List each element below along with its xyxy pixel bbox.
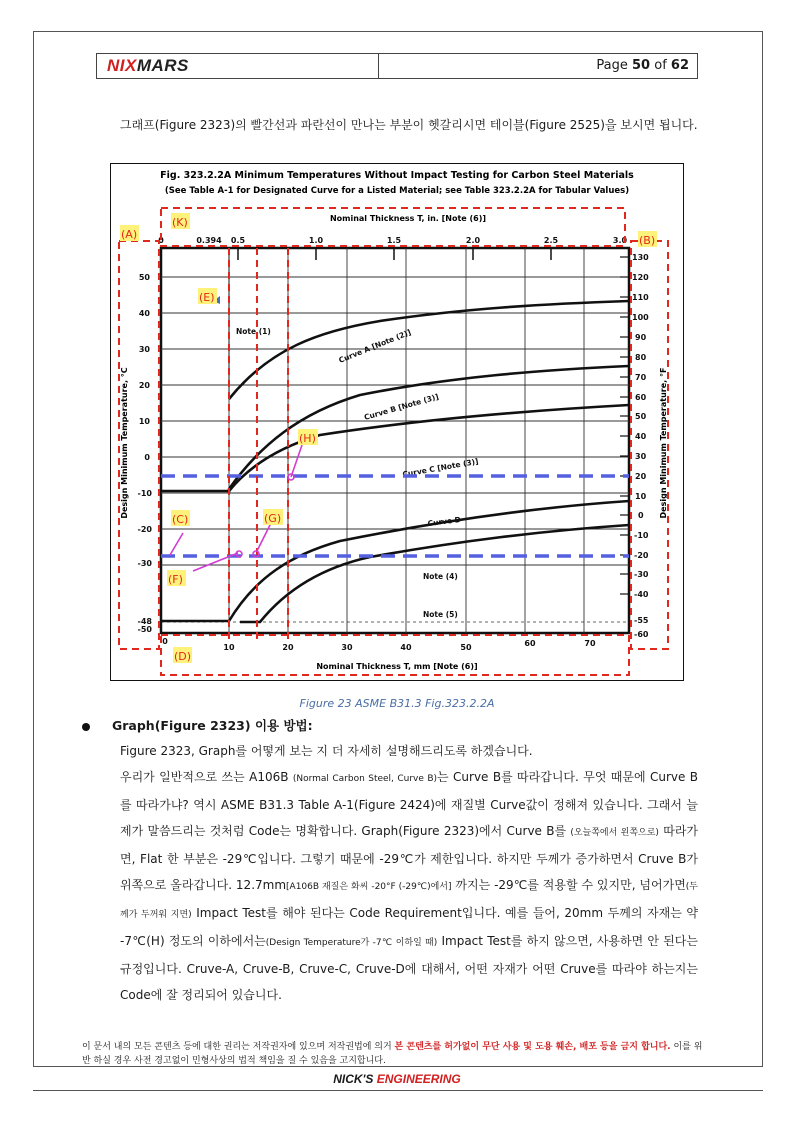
curve-a-label: Curve A [Note (2)] [337, 327, 413, 365]
right-tick: -30 [634, 570, 649, 579]
curve-d-label: Curve D [427, 514, 462, 528]
footer-rule [33, 1090, 763, 1091]
marker-k: (K) [172, 216, 188, 229]
top-tick: 0.5 [230, 236, 246, 245]
bottom-tick: 0 [162, 637, 168, 646]
top-tick: 0 [158, 236, 164, 245]
bottom-tick: 40 [400, 643, 412, 652]
right-tick: 0 [638, 511, 644, 520]
note-1: Note (1) [236, 327, 271, 336]
top-tick: 3.0 [612, 236, 628, 245]
copyright-notice: 이 문서 내의 모든 콘텐츠 등에 대한 권리는 저작권자에 있으며 저작권법에 의거 본 콘텐츠를 허가없이 무단 사용 및 도용 훼손, 배포 등을 금지 합니다. 이를 위반 하실 경우 사전 경고없이 민형사상의 법적 책임을 질 수 있음을 고지합니다. [82, 1042, 703, 1066]
body-p2: 우리가 일반적으로 쓰는 A106B (Normal Carbon Steel, Curve B)는 Curve B를 따라갑니다. 무엇 때문에 Curve B를 따라가냐? 역시 ASME B31.3 Table A-1(Figure 2424)에 재질별 Curve값이 정해져 있습니다. 그래서 늘 제가 말씀드리는 것처럼 Code는 명확합니다. Graph(Figure 2323)에서 Curve B를 (오늘쪽에서 왼쪽으로) 따라가면, Flat 한 부분은 -29℃입니다. 그렇기 때문에 -29℃가 제한입니다. 하지만 두께가 증가하면서 Cruve B가 위쪽으로 올라갑니다. 12.7mm[A106B 재질은 화씨 -20°F (-29℃)에서] 까지는 -29℃를 적용할 수 있지만, 넘어가면(두께가 두꺼워 지면) Impact Test를 해야 된다는 Code Requirement입니다. 예를 들어, 20mm 두께의 자재는 약 -7℃(H) 정도의 이하에서는(Design Temperature가 -7℃ 이하일 때) Impact Test를 하지 않으면, 사용하면 안 된다는 규정입니다. Cruve-A, Cruve-B, Cruve-C, Cruve-D에 대해서, 어떤 자재가 어떤 Cruve를 따라야 하는지는 Code에 잘 정리되어 있습니다. [120, 770, 699, 1002]
figure-subtitle: (See Table A-1 for Designated Curve for a Listed Material; see Table 323.2.2A for Tabular Values) [164, 186, 630, 196]
left-tick: 20 [138, 381, 150, 390]
bottom-tick: 70 [584, 639, 596, 648]
left-tick: 10 [138, 417, 150, 426]
note-4: Note (4) [423, 572, 458, 581]
right-tick: 10 [635, 492, 647, 501]
curve-c-label: Curve C [Note (3)] [401, 456, 480, 479]
body-p1: Figure 2323, Graph를 어떻게 보는 지 더 자세히 설명해드리도록 하겠습니다. [120, 744, 533, 758]
marker-h: (H) [299, 432, 316, 445]
left-tick: -20 [137, 525, 152, 534]
left-tick: -10 [137, 489, 152, 498]
figure-caption: Figure 23 ASME B31.3 Fig.323.2.2A [299, 697, 495, 710]
right-tick: 60 [635, 393, 647, 402]
right-tick: -20 [634, 551, 649, 560]
top-axis-label: Nominal Thickness T, in. [Note (6)] [329, 214, 487, 223]
right-axis-label: Design Minimum Temperature, °F [659, 367, 668, 519]
left-tick: 0 [144, 453, 150, 462]
top-tick: 1.5 [386, 236, 402, 245]
note-5: Note (5) [423, 610, 458, 619]
intro-paragraph: 그래프(Figure 2323)의 빨간선과 파란선이 만나는 부분이 헷갈리시면 테이블(Figure 2525)을 보시면 됩니다. [120, 118, 698, 132]
top-tick: 0.394 [196, 236, 222, 245]
left-tick: 40 [138, 309, 150, 318]
top-tick: 2.5 [543, 236, 559, 245]
marker-c: (C) [172, 513, 189, 526]
marker-b: (B) [639, 234, 656, 247]
bottom-tick: 60 [524, 639, 536, 648]
right-tick: 90 [635, 333, 647, 342]
left-axis-label: Design Minimum Temperature, °C [120, 367, 129, 519]
right-tick: 20 [635, 472, 647, 481]
bottom-tick: 20 [282, 643, 294, 652]
right-tick: -55 [634, 616, 649, 625]
top-tick: 1.0 [308, 236, 324, 245]
left-tick: 50 [138, 273, 150, 282]
nixmars-logo: NI X MARS [97, 54, 379, 78]
right-tick: 40 [635, 432, 647, 441]
body-text [120, 738, 698, 1008]
marker-a: (A) [121, 228, 138, 241]
right-tick: 70 [635, 373, 647, 382]
left-tick: -30 [137, 559, 152, 568]
right-tick: 130 [632, 253, 649, 262]
marker-e: (E) [199, 291, 215, 304]
footer-brand: NICK'S ENGINEERING [333, 1072, 461, 1086]
figure-title: Fig. 323.2.2A Minimum Temperatures Without Impact Testing for Carbon Steel Materials [160, 170, 634, 181]
marker-f: (F) [168, 573, 183, 586]
asme-figure [110, 163, 684, 681]
right-tick: 100 [632, 313, 649, 322]
right-tick: -40 [634, 590, 649, 599]
bottom-tick: 50 [460, 643, 472, 652]
right-tick: 120 [632, 273, 649, 282]
right-tick: 50 [635, 412, 647, 421]
right-tick: 110 [632, 293, 649, 302]
bullet-dot [82, 723, 90, 731]
left-tick: -48 [137, 617, 152, 626]
page-number: Page 50 of 62 [596, 58, 689, 73]
left-tick: -50 [137, 625, 152, 634]
top-tick: 2.0 [465, 236, 481, 245]
right-tick: 80 [635, 353, 647, 362]
marker-d: (D) [174, 650, 192, 663]
right-tick: -10 [634, 531, 649, 540]
bottom-tick: 10 [223, 643, 235, 652]
right-tick: 30 [635, 452, 647, 461]
left-tick: 30 [138, 345, 150, 354]
bottom-axis-label: Nominal Thickness T, mm [Note (6)] [316, 662, 478, 671]
bottom-tick: 30 [341, 643, 353, 652]
page-header [96, 53, 698, 79]
right-tick: -60 [634, 630, 649, 639]
curve-b-label: Curve B [Note (3)] [363, 392, 440, 422]
section-title: Graph(Figure 2323) 이용 방법: [82, 716, 313, 734]
marker-g: (G) [264, 512, 282, 525]
